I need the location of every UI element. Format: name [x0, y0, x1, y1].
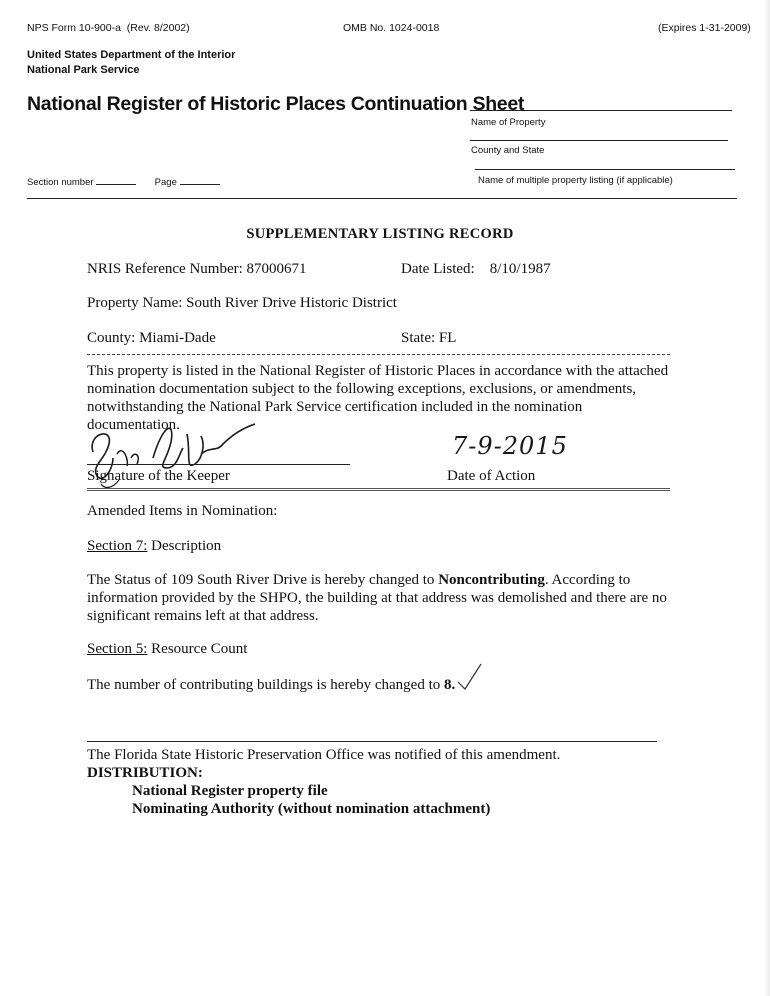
amended-items-intro: Amended Items in Nomination:	[87, 503, 278, 519]
section5-heading: Section 5: Resource Count	[87, 641, 248, 657]
signature-label: Signature of the Keeper	[87, 468, 230, 484]
distribution-item: National Register property file	[132, 783, 328, 799]
listing-statement: This property is listed in the National Register of Historic Places in accordance with the attached nomination documentation subject to the following exceptions, exclusions, or amendments, notwithstanding the National Park Service certification included in the nomination documentation.	[87, 363, 669, 433]
county: County: Miami-Dade	[87, 330, 216, 346]
section-number-blank	[96, 174, 136, 185]
multiple-listing-label: Name of multiple property listing (if applicable)	[478, 175, 673, 186]
double-separator	[87, 488, 670, 491]
page-blank	[180, 174, 220, 185]
distribution-label: DISTRIBUTION:	[87, 765, 203, 781]
date-line-spacer	[442, 464, 562, 465]
section7-text: The Status of 109 South River Drive is hereby changed to Noncontributing. According to information provided by the SHPO, the building at that address was demolished and there are no significant remains left at that address.	[87, 572, 667, 624]
date-listed: Date Listed: 8/10/1987	[401, 261, 551, 277]
multiple-listing-line	[475, 169, 735, 170]
record-heading: SUPPLEMENTARY LISTING RECORD	[246, 226, 514, 242]
state: State: FL	[401, 330, 457, 346]
county-state-label: County and State	[471, 145, 545, 156]
date-of-action-label: Date of Action	[447, 468, 536, 484]
page-title: National Register of Historic Places Continuation Sheet	[27, 93, 525, 115]
county-state-line	[470, 140, 728, 141]
shpo-notice: The Florida State Historic Preservation Office was notified of this amendment.	[87, 747, 561, 763]
form-number: NPS Form 10-900-a (Rev. 8/2002)	[27, 22, 190, 34]
omb-number: OMB No. 1024-0018	[343, 22, 440, 34]
dashed-separator-top	[87, 354, 670, 355]
section-number-field	[27, 174, 220, 188]
checkmark-icon	[456, 662, 484, 692]
page-label: Page	[154, 177, 177, 188]
section5-text: The number of contributing buildings is hereby changed to 8.	[87, 677, 456, 693]
page-edge-shadow	[764, 0, 770, 996]
section7-heading: Section 7: Description	[87, 538, 222, 554]
header-divider	[27, 198, 737, 199]
nris-reference: NRIS Reference Number: 87000671	[87, 261, 307, 277]
department-name: United States Department of the Interior	[27, 49, 236, 61]
name-of-property-line	[470, 110, 732, 111]
service-name: National Park Service	[27, 64, 140, 76]
signature-line	[87, 464, 350, 465]
expiration-date: (Expires 1-31-2009)	[658, 22, 751, 34]
footer-divider	[87, 741, 657, 742]
property-name: Property Name: South River Drive Historic District	[87, 295, 397, 311]
name-of-property-label: Name of Property	[471, 117, 546, 128]
date-of-action-handwritten: 7-9-2015	[452, 432, 568, 460]
section-number-label: Section number	[27, 177, 94, 188]
distribution-item: Nominating Authority (without nomination attachment)	[132, 801, 491, 817]
